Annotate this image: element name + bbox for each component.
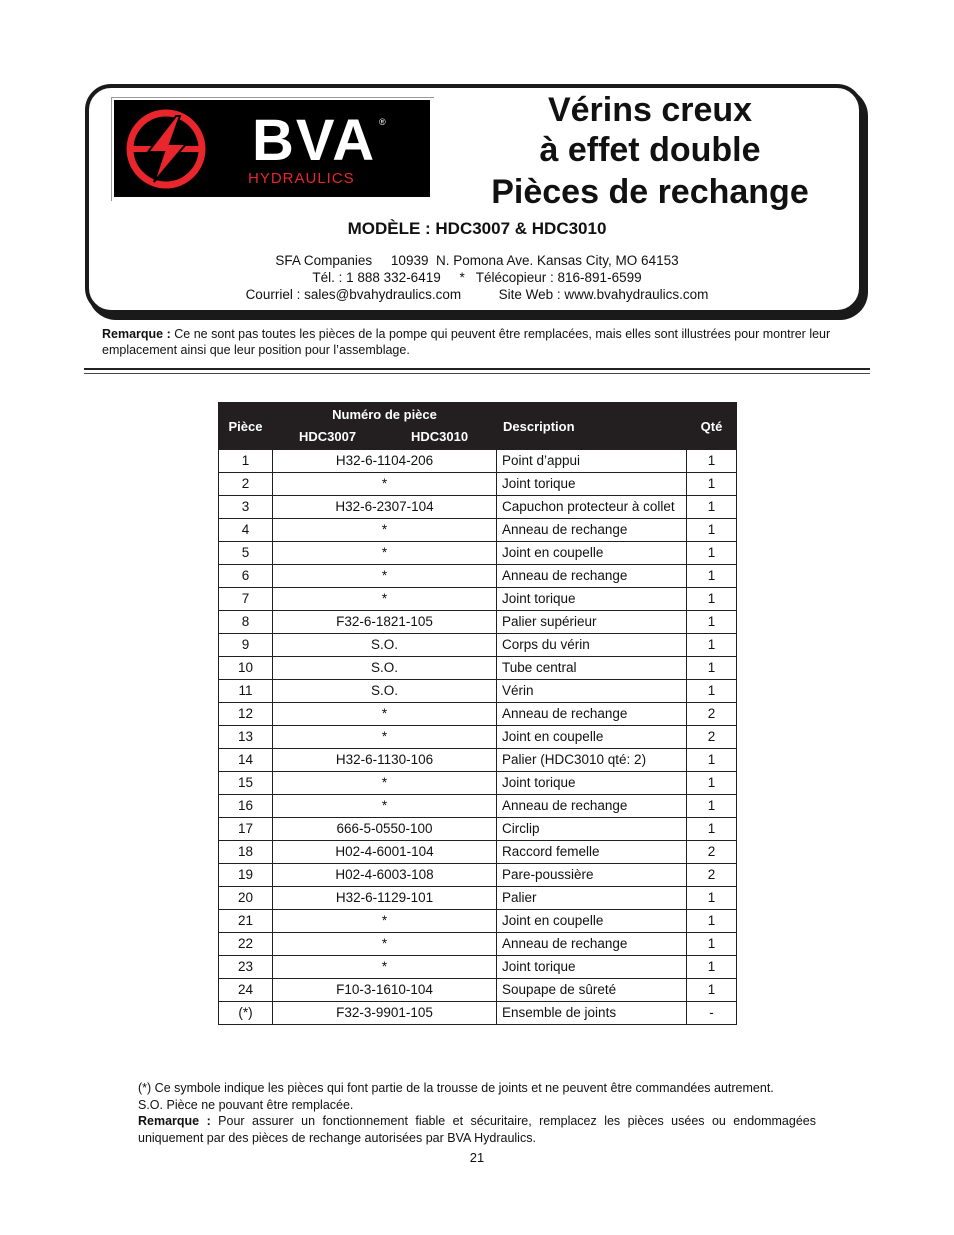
- cell-part-number: H32-6-1129-101: [273, 887, 497, 910]
- table-row: [219, 542, 737, 565]
- cell-description: Raccord femelle: [497, 841, 687, 864]
- cell-description: Palier supérieur: [497, 611, 687, 634]
- table-row: [219, 634, 737, 657]
- contact-web: Courriel : sales@bvahydraulics.com Site Web : www.bvahydraulics.com: [245, 287, 709, 302]
- cell-qty: 1: [687, 496, 737, 519]
- table-row: [219, 726, 737, 749]
- table-row: [219, 657, 737, 680]
- table-row: [219, 864, 737, 887]
- parts-table: [218, 402, 737, 1025]
- cell-qty: 2: [687, 864, 737, 887]
- cell-piece: 23: [219, 956, 273, 979]
- table-row: [219, 910, 737, 933]
- title-line-1: Vérins creux: [547, 91, 753, 129]
- cell-piece: 19: [219, 864, 273, 887]
- cell-part-number: *: [273, 703, 497, 726]
- cell-piece: 4: [219, 519, 273, 542]
- cell-piece: 18: [219, 841, 273, 864]
- table-header-row: [219, 403, 737, 450]
- table-row: [219, 749, 737, 772]
- cell-part-number: *: [273, 542, 497, 565]
- cell-piece: 20: [219, 887, 273, 910]
- cell-qty: 2: [687, 703, 737, 726]
- cell-piece: 10: [219, 657, 273, 680]
- cell-piece: 8: [219, 611, 273, 634]
- header-piece: Pièce: [219, 403, 273, 450]
- cell-piece: 22: [219, 933, 273, 956]
- table-row: [219, 565, 737, 588]
- table-row: [219, 703, 737, 726]
- contact-address: SFA Companies 10939 N. Pomona Ave. Kansas City, MO 64153: [275, 253, 679, 268]
- cell-qty: 2: [687, 726, 737, 749]
- cell-part-number: *: [273, 956, 497, 979]
- header-description: Description: [497, 403, 687, 450]
- footer-symbol-note: (*) Ce symbole indique les pièces qui font partie de la trousse de joints et ne peuvent être commandées autrement.: [138, 1081, 774, 1095]
- cell-part-number: F32-3-9901-105: [273, 1002, 497, 1025]
- cell-part-number: *: [273, 933, 497, 956]
- cell-qty: 1: [687, 772, 737, 795]
- divider-thick: [84, 368, 870, 370]
- cell-description: Anneau de rechange: [497, 933, 687, 956]
- cell-piece: 13: [219, 726, 273, 749]
- cell-description: Joint en coupelle: [497, 726, 687, 749]
- cell-part-number: *: [273, 910, 497, 933]
- cell-part-number: *: [273, 565, 497, 588]
- cell-piece: 21: [219, 910, 273, 933]
- cell-piece: 9: [219, 634, 273, 657]
- footer-notes: [138, 1080, 816, 1146]
- footer-remark-text: Pour assurer un fonctionnement fiable et sécuritaire, remplacez les pièces usées ou endommagées uniquement par des pièces de rechange autorisées par BVA Hydraulics.: [138, 1114, 816, 1145]
- cell-description: Vérin: [497, 680, 687, 703]
- cell-description: Capuchon protecteur à collet: [497, 496, 687, 519]
- footer-remark: [138, 1113, 816, 1146]
- cell-description: Circlip: [497, 818, 687, 841]
- cell-part-number: *: [273, 795, 497, 818]
- header-part-number: [273, 403, 497, 450]
- cell-qty: 1: [687, 818, 737, 841]
- cell-description: Anneau de rechange: [497, 519, 687, 542]
- note-label: Remarque :: [102, 327, 171, 341]
- header-model-b: HDC3010: [411, 429, 469, 444]
- table-row: [219, 611, 737, 634]
- cell-qty: 1: [687, 473, 737, 496]
- cell-piece: 17: [219, 818, 273, 841]
- cell-description: Anneau de rechange: [497, 795, 687, 818]
- cell-description: Joint torique: [497, 956, 687, 979]
- cell-part-number: *: [273, 473, 497, 496]
- cell-part-number: *: [273, 772, 497, 795]
- contact-phone: Tél. : 1 888 332-6419 * Télécopieur : 816-891-6599: [312, 270, 642, 285]
- table-row: [219, 473, 737, 496]
- table-row: [219, 795, 737, 818]
- assembly-note: [102, 326, 862, 358]
- cell-part-number: H02-4-6001-104: [273, 841, 497, 864]
- cell-qty: 1: [687, 910, 737, 933]
- cell-qty: -: [687, 1002, 737, 1025]
- cell-description: Joint en coupelle: [497, 542, 687, 565]
- table-row: [219, 680, 737, 703]
- cell-description: Joint en coupelle: [497, 910, 687, 933]
- cell-part-number: H32-6-1130-106: [273, 749, 497, 772]
- cell-description: Joint torique: [497, 473, 687, 496]
- header-model-a: HDC3007: [299, 429, 357, 444]
- cell-piece: 15: [219, 772, 273, 795]
- table-row: [219, 519, 737, 542]
- cell-description: Soupape de sûreté: [497, 979, 687, 1002]
- divider-thin: [84, 373, 870, 374]
- cell-piece: 5: [219, 542, 273, 565]
- cell-part-number: *: [273, 588, 497, 611]
- cell-description: Joint torique: [497, 588, 687, 611]
- cell-piece: 1: [219, 450, 273, 473]
- footer-so-note: S.O. Pièce ne pouvant être remplacée.: [138, 1097, 354, 1112]
- note-text: Ce ne sont pas toutes les pièces de la pompe qui peuvent être remplacées, mais elles sont illustrées pour montrer leur emplacement ainsi que leur position pour l’assemblage.: [102, 327, 831, 357]
- cell-piece: 2: [219, 473, 273, 496]
- cell-piece: (*): [219, 1002, 273, 1025]
- cell-description: Tube central: [497, 657, 687, 680]
- cell-piece: 7: [219, 588, 273, 611]
- table-row: [219, 979, 737, 1002]
- cell-qty: 1: [687, 887, 737, 910]
- cell-qty: 1: [687, 657, 737, 680]
- cell-qty: 1: [687, 680, 737, 703]
- table-row: [219, 887, 737, 910]
- cell-part-number: H32-6-2307-104: [273, 496, 497, 519]
- cell-qty: 2: [687, 841, 737, 864]
- cell-piece: 3: [219, 496, 273, 519]
- cell-part-number: H02-4-6003-108: [273, 864, 497, 887]
- cell-piece: 11: [219, 680, 273, 703]
- model-heading: MODÈLE : HDC3007 & HDC3010: [347, 219, 607, 238]
- cell-qty: 1: [687, 519, 737, 542]
- bva-logo: [114, 100, 430, 197]
- cell-qty: 1: [687, 542, 737, 565]
- cell-description: Anneau de rechange: [497, 565, 687, 588]
- cell-piece: 24: [219, 979, 273, 1002]
- cell-description: Corps du vérin: [497, 634, 687, 657]
- parts-table-body: [219, 450, 737, 1025]
- table-row: [219, 841, 737, 864]
- cell-piece: 12: [219, 703, 273, 726]
- cell-qty: 1: [687, 795, 737, 818]
- cell-description: Joint torique: [497, 772, 687, 795]
- cell-qty: 1: [687, 749, 737, 772]
- table-row: [219, 933, 737, 956]
- cell-description: Ensemble de joints: [497, 1002, 687, 1025]
- cell-part-number: *: [273, 519, 497, 542]
- footer-remark-label: Remarque :: [138, 1114, 211, 1128]
- cell-qty: 1: [687, 565, 737, 588]
- table-row: [219, 818, 737, 841]
- title-line-3: Pièces de rechange: [491, 173, 809, 211]
- cell-qty: 1: [687, 450, 737, 473]
- table-row: [219, 772, 737, 795]
- cell-description: Palier (HDC3010 qté: 2): [497, 749, 687, 772]
- cell-qty: 1: [687, 634, 737, 657]
- cell-qty: 1: [687, 611, 737, 634]
- cell-qty: 1: [687, 956, 737, 979]
- cell-part-number: F10-3-1610-104: [273, 979, 497, 1002]
- cell-qty: 1: [687, 588, 737, 611]
- cell-part-number: S.O.: [273, 634, 497, 657]
- cell-part-number: S.O.: [273, 657, 497, 680]
- cell-piece: 6: [219, 565, 273, 588]
- cell-description: Palier: [497, 887, 687, 910]
- table-row: [219, 450, 737, 473]
- title-line-2: à effet double: [539, 131, 761, 169]
- cell-description: Anneau de rechange: [497, 703, 687, 726]
- cell-description: Pare-poussière: [497, 864, 687, 887]
- cell-piece: 14: [219, 749, 273, 772]
- table-row: [219, 588, 737, 611]
- page-title: [440, 90, 860, 212]
- brand-name: BVA: [252, 108, 377, 173]
- cell-part-number: F32-6-1821-105: [273, 611, 497, 634]
- table-row: [219, 956, 737, 979]
- table-row: [219, 1002, 737, 1025]
- cell-qty: 1: [687, 933, 737, 956]
- cell-part-number: *: [273, 726, 497, 749]
- registered-mark: ®: [379, 117, 386, 127]
- cell-part-number: 666-5-0550-100: [273, 818, 497, 841]
- cell-piece: 16: [219, 795, 273, 818]
- header-qty: Qté: [687, 403, 737, 450]
- lightning-circle-icon: [114, 100, 224, 197]
- cell-qty: 1: [687, 979, 737, 1002]
- page-number: 21: [469, 1150, 485, 1165]
- cell-description: Point d’appui: [497, 450, 687, 473]
- cell-part-number: S.O.: [273, 680, 497, 703]
- table-row: [219, 496, 737, 519]
- brand-subtitle: HYDRAULICS: [248, 170, 355, 187]
- header-part-number-label: Numéro de pièce: [332, 407, 437, 422]
- cell-part-number: H32-6-1104-206: [273, 450, 497, 473]
